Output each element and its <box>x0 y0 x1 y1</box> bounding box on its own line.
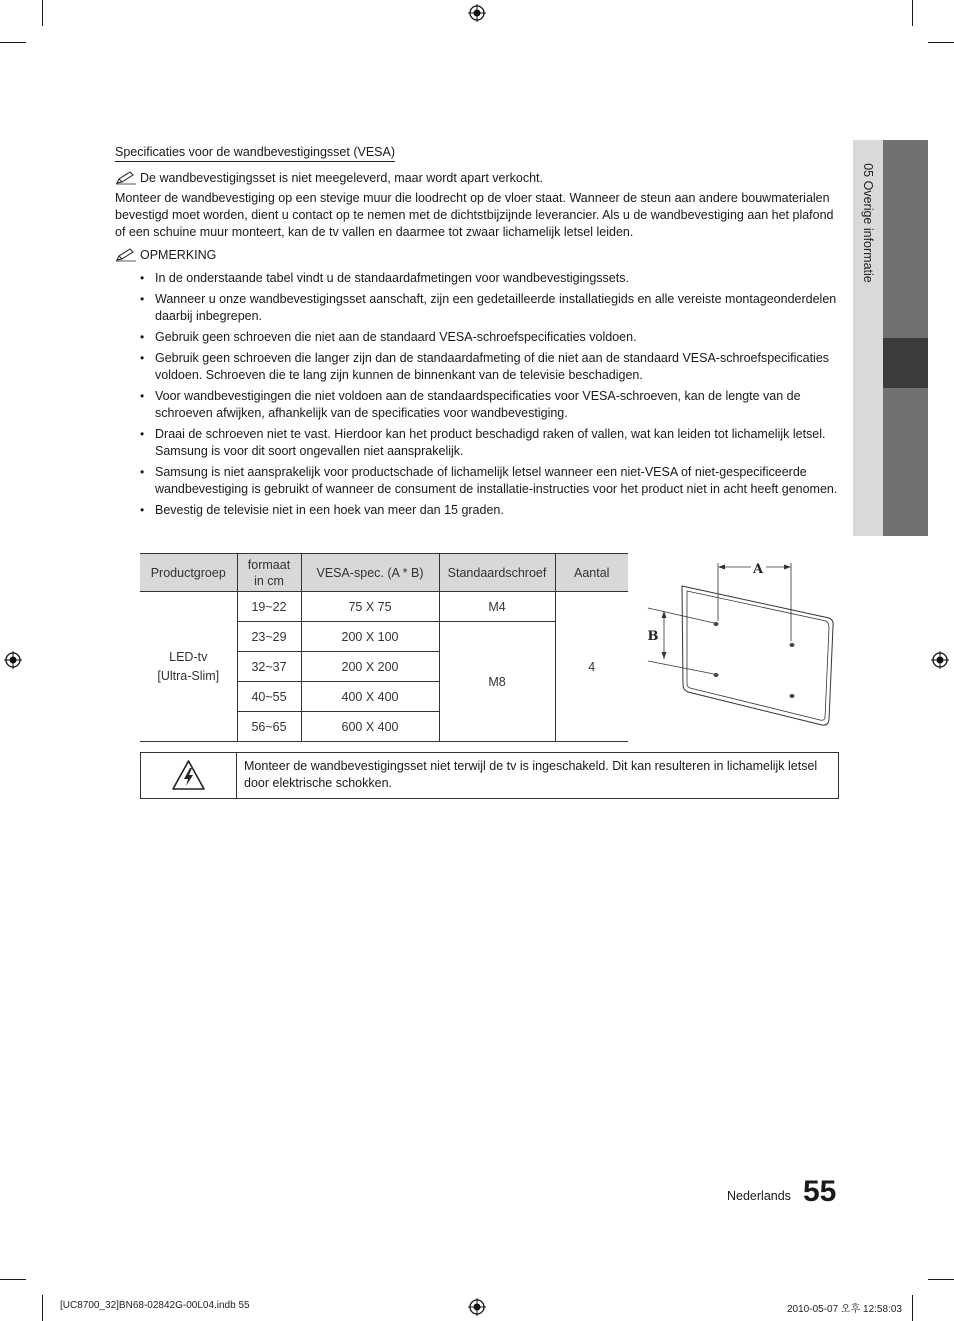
col-header-formaat: formaat in cm <box>237 554 301 592</box>
page-number: 55 <box>803 1175 837 1208</box>
col-header-aantal: Aantal <box>555 554 628 592</box>
table-cell-vesa: 600 X 400 <box>301 712 439 742</box>
note-bullet-list <box>140 270 845 523</box>
col-header-vesa-spec: VESA-spec. (A * B) <box>301 554 439 592</box>
crop-mark <box>928 1279 954 1280</box>
note-not-included <box>115 171 543 185</box>
note-heading <box>115 248 216 262</box>
registration-mark-icon <box>4 651 22 669</box>
note-heading-text: OPMERKING <box>140 248 217 262</box>
list-item: • Bevestig de televisie niet in een hoek van meer dan 15 graden. <box>140 502 845 519</box>
mount-hole <box>714 673 719 677</box>
table-row <box>140 592 628 622</box>
vesa-spec-table <box>140 553 628 742</box>
table-cell-size: 19~22 <box>237 592 301 622</box>
list-item: • Voor wandbevestigingen die niet voldoen aan de standaardspecificaties voor VESA-schroeven, kan de lengte van de schroeven afwijken, afhankelijk van de specificaties voor wandbevestiging. <box>140 388 845 422</box>
note-pencil-icon <box>115 248 137 262</box>
list-item: • Samsung is niet aansprakelijk voor productschade of lichamelijk letsel wanneer een niet-VESA of niet-gespecificeerde wandbevestiging is gebruikt of wanneer de consument de installatie-instructies voor het product niet in acht heeft genomen. <box>140 464 845 498</box>
note-not-included-text: De wandbevestigingsset is niet meegeleverd, maar wordt apart verkocht. <box>140 171 543 185</box>
list-item: • In de onderstaande tabel vindt u de standaardafmetingen voor wandbevestigingssets. <box>140 270 845 287</box>
table-cell-screw: M8 <box>439 622 555 742</box>
warning-text: Monteer de wandbevestigingsset niet terwijl de tv is ingeschakeld. Dit kan resulteren in lichamelijk letsel door elektrische schokken. <box>244 759 818 790</box>
registration-mark-icon <box>468 4 486 22</box>
table-cell-size: 23~29 <box>237 622 301 652</box>
side-tab-chapter-marker <box>883 338 928 388</box>
table-cell-vesa: 75 X 75 <box>301 592 439 622</box>
col-header-standaardschroef: Standaardschroef <box>439 554 555 592</box>
warning-icon-cell <box>141 753 237 798</box>
col-header-productgroep: Productgroep <box>140 554 237 592</box>
crop-mark <box>42 0 43 26</box>
table-cell-vesa: 200 X 200 <box>301 652 439 682</box>
mount-hole <box>790 643 795 647</box>
section-heading: Specificaties voor de wandbevestigingsset (VESA) <box>115 145 395 162</box>
table-cell-group: LED-tv [Ultra-Slim] <box>140 592 237 742</box>
crop-mark <box>928 42 954 43</box>
table-cell-size: 40~55 <box>237 682 301 712</box>
page-language: Nederlands <box>727 1189 791 1203</box>
mount-hole <box>790 694 795 698</box>
crop-mark <box>912 0 913 26</box>
table-cell-vesa: 400 X 400 <box>301 682 439 712</box>
list-item: • Wanneer u onze wandbevestigingsset aanschaft, zijn een gedetailleerde installatiegids en alle vereiste montageonderdelen daarbij inbegrepen. <box>140 291 845 325</box>
list-item: • Gebruik geen schroeven die niet aan de standaard VESA-schroefspecificaties voldoen. <box>140 329 845 346</box>
crop-mark <box>42 1295 43 1321</box>
table-header-row <box>140 554 628 592</box>
crop-mark <box>0 42 26 43</box>
note-pencil-icon <box>115 171 137 185</box>
electric-shock-warning-icon <box>171 759 206 791</box>
table-cell-screw: M4 <box>439 592 555 622</box>
registration-mark-icon <box>468 1298 486 1316</box>
table-cell-count: 4 <box>555 592 628 742</box>
mount-hole <box>714 622 719 626</box>
warning-box <box>140 752 839 799</box>
tv-wall-mount-diagram <box>640 553 840 733</box>
intro-paragraph: Monteer de wandbevestiging op een stevige muur die loodrecht op de vloer staat. Wanneer de steun aan andere bouwmaterialen bevestigd moet worden, dient u contact op te nemen met de dichtstbijzijnde leverancier. Als u de wandbevestiging aan het plafond of een schuine muur monteert, kan de tv vallen en daarmee tot zwaar lichamelijk letsel leiden. <box>115 191 834 239</box>
list-item: • Gebruik geen schroeven die langer zijn dan de standaardafmeting of die niet aan de standaard VESA-schroefspecificaties voldoen. Schroeven die te lang zijn kunnen de binnenkant van de televisie beschadigen. <box>140 350 845 384</box>
table-cell-size: 56~65 <box>237 712 301 742</box>
diagram-label-a: A <box>752 562 764 577</box>
table-cell-size: 32~37 <box>237 652 301 682</box>
registration-mark-icon <box>931 651 949 669</box>
print-file-info: [UC8700_32]BN68-02842G-00L04.indb 55 <box>60 1300 250 1311</box>
list-item: • Draai de schroeven niet te vast. Hierdoor kan het product beschadigd raken of vallen, wat kan leiden tot lichamelijk letsel. Samsung is voor dit soort ongevallen niet aansprakelijk. <box>140 426 845 460</box>
crop-mark <box>0 1279 26 1280</box>
crop-mark <box>912 1295 913 1321</box>
print-timestamp: 2010-05-07 오후 12:58:03 <box>787 1304 902 1315</box>
table-cell-vesa: 200 X 100 <box>301 622 439 652</box>
diagram-label-b: B <box>647 629 659 644</box>
